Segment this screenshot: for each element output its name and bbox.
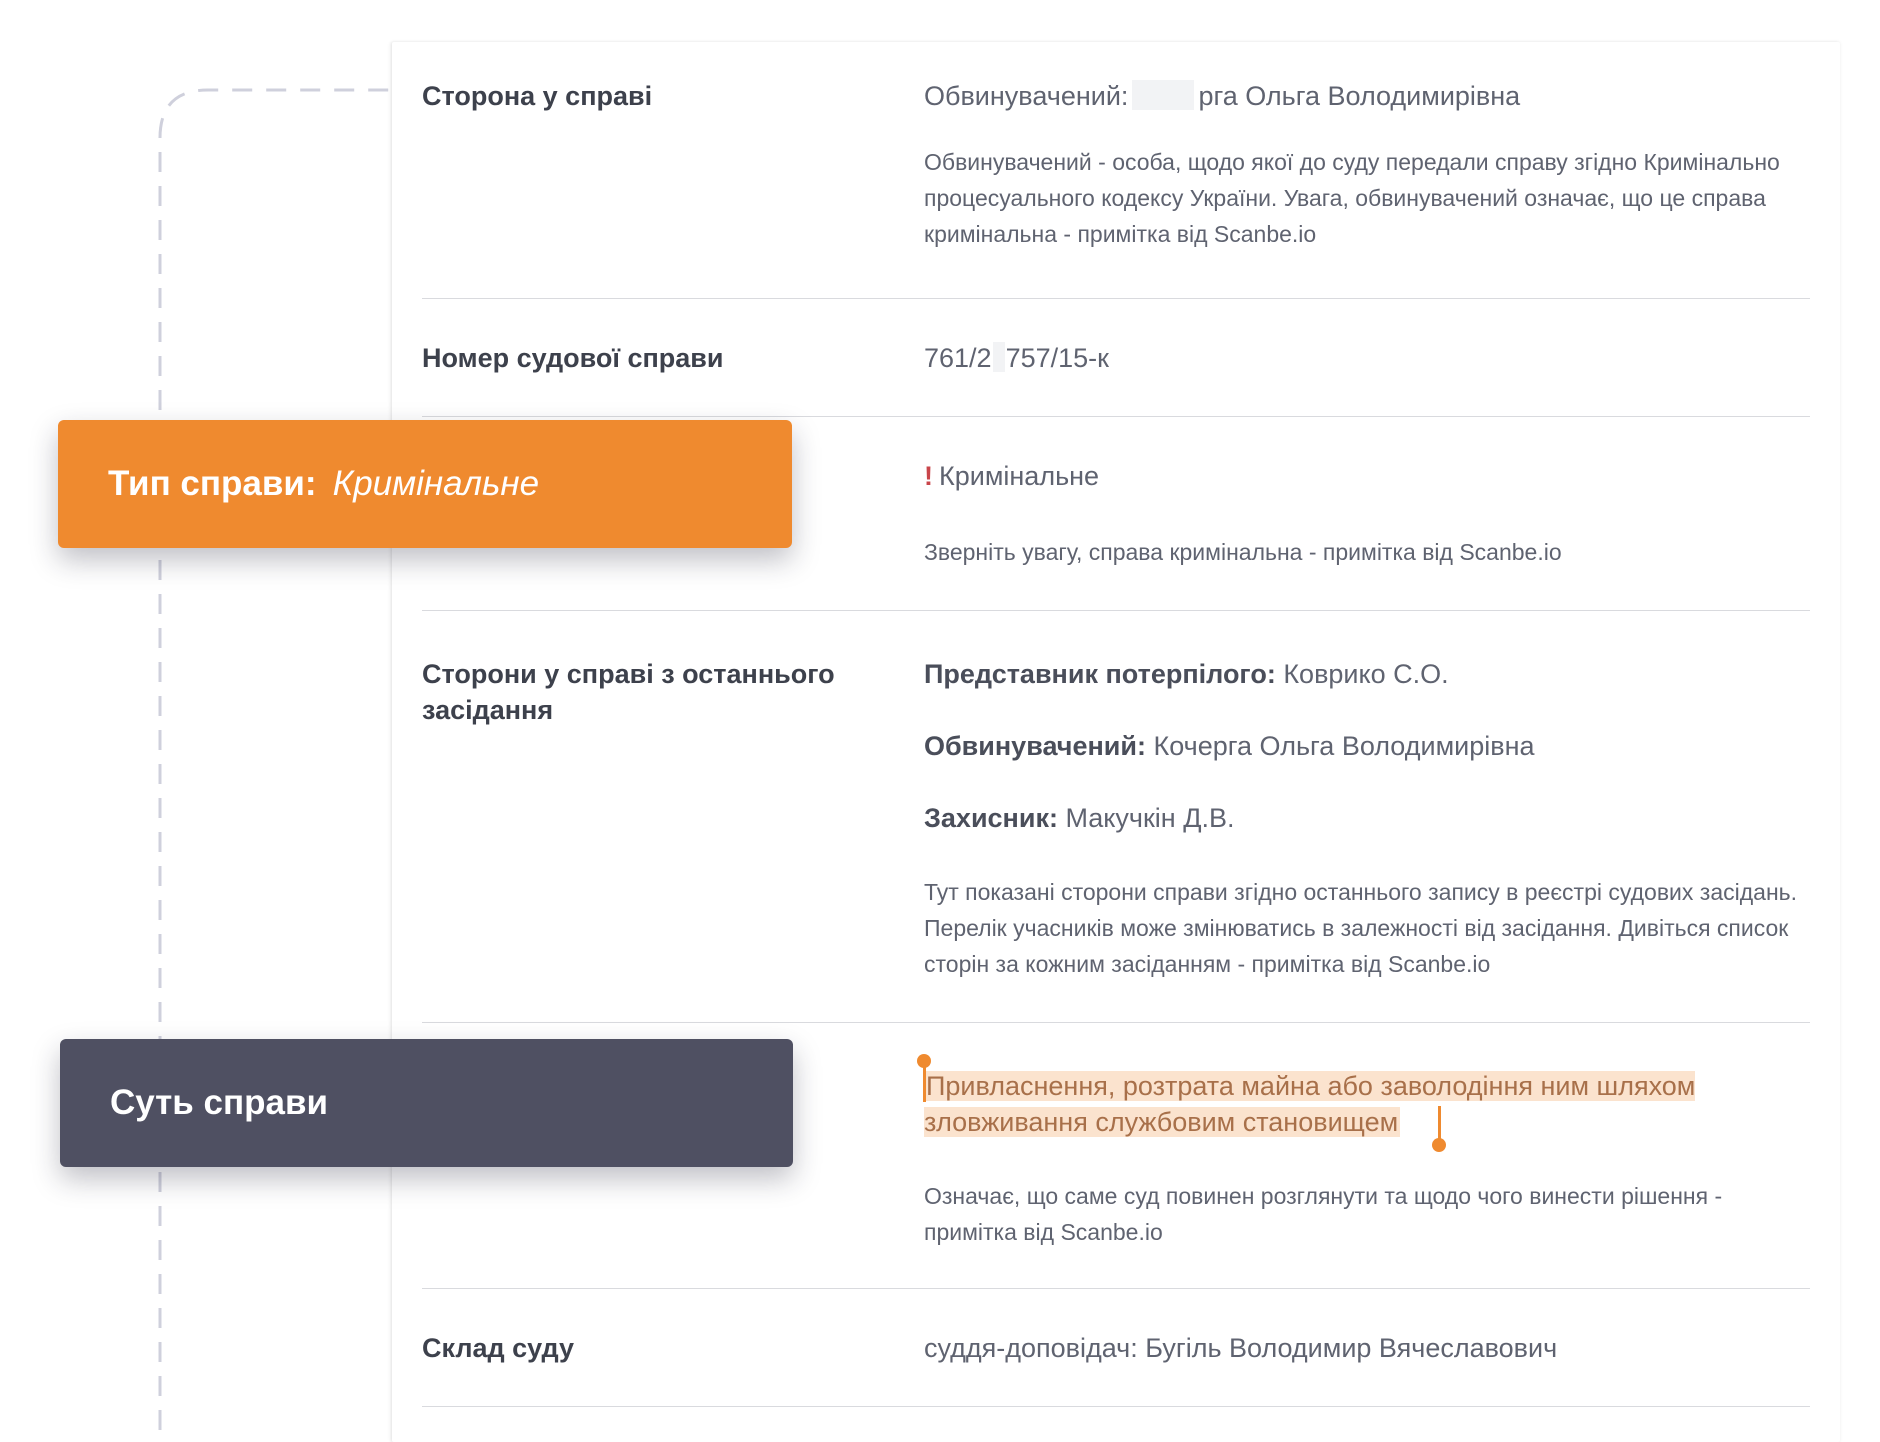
row-party-value <box>924 78 1810 252</box>
row-party <box>422 42 1810 299</box>
row-case-type-note: Зверніть увагу, справа кримінальна - примітка від Scanbe.io <box>924 539 1562 565</box>
party-name: Коврико С.О. <box>1283 659 1449 689</box>
row-court-composition-label: Склад суду <box>422 1333 574 1363</box>
row-case-type-value <box>924 458 1810 570</box>
case-essence-tag-title: Суть справи <box>110 1083 329 1122</box>
row-case-number-value <box>924 340 1810 376</box>
case-details-card <box>392 42 1840 1442</box>
party-name: Кочерга Ольга Володимирівна <box>1153 731 1535 761</box>
row-case-number <box>422 298 1810 417</box>
party-name: Макучкін Д.В. <box>1065 803 1235 833</box>
party-entry <box>924 800 1810 836</box>
dashed-connector-line <box>0 0 420 1430</box>
row-hearing-parties-note: Тут показані сторони справи згідно останнього запису в реєстрі судових засідань. Перелік учасників може змінюватись в залежності від засідання. Дивіться список сторін за кожним засіданням - примітка від Scanbe.io <box>924 879 1798 977</box>
redacted-block <box>993 342 1005 372</box>
party-role: Захисник: <box>924 803 1058 833</box>
selection-handle-end[interactable] <box>1432 1138 1446 1152</box>
row-party-label: Сторона у справі <box>422 81 653 111</box>
redacted-block <box>1132 80 1194 110</box>
case-type-tag-title: Тип справи: <box>108 464 317 503</box>
case-type-tag <box>58 420 792 548</box>
case-essence-tag <box>60 1039 793 1167</box>
party-name-text: рга Ольга Володимирівна <box>1198 81 1521 111</box>
row-hearing-parties <box>422 610 1810 1023</box>
selection-caret-start <box>923 1062 926 1102</box>
row-hearing-parties-label: Сторони у справі з останнього засідання <box>422 659 835 725</box>
row-hearing-parties-value <box>924 656 1810 982</box>
row-court-composition <box>422 1288 1810 1407</box>
case-type-text: Кримінальне <box>939 461 1100 491</box>
row-court-composition-value: суддя-доповідач: Бугіль Володимир Вячеславович <box>924 1333 1558 1363</box>
selected-text-block[interactable] <box>924 1068 1810 1140</box>
row-case-essence-note: Означає, що саме суд повинен розглянути та щодо чого винести рішення - примітка від Scanbe.io <box>924 1183 1723 1245</box>
row-case-essence-value <box>924 1068 1810 1250</box>
warning-icon: ! <box>924 461 933 491</box>
highlighted-essence-text[interactable]: Привласнення, розтрата майна або заволодіння ним шляхом зловживання службовим становищем <box>924 1071 1696 1137</box>
row-party-note: Обвинувачений - особа, щодо якої до суду передали справу згідно Кримінально процесуального кодексу України. Увага, обвинувачений означає, що це справа кримінальна - примітка від Scanbe.io <box>924 149 1780 247</box>
case-number-part-2: 757/15-к <box>1005 343 1109 373</box>
party-entry <box>924 728 1810 764</box>
party-role: Обвинувачений: <box>924 731 1146 761</box>
row-case-number-label: Номер судової справи <box>422 343 724 373</box>
party-role: Представник потерпілого: <box>924 659 1276 689</box>
case-type-tag-value: Кримінальне <box>332 464 540 503</box>
party-entry <box>924 656 1810 692</box>
party-role-text: Обвинувачений: <box>924 81 1129 111</box>
case-number-part-1: 761/2 <box>924 343 992 373</box>
